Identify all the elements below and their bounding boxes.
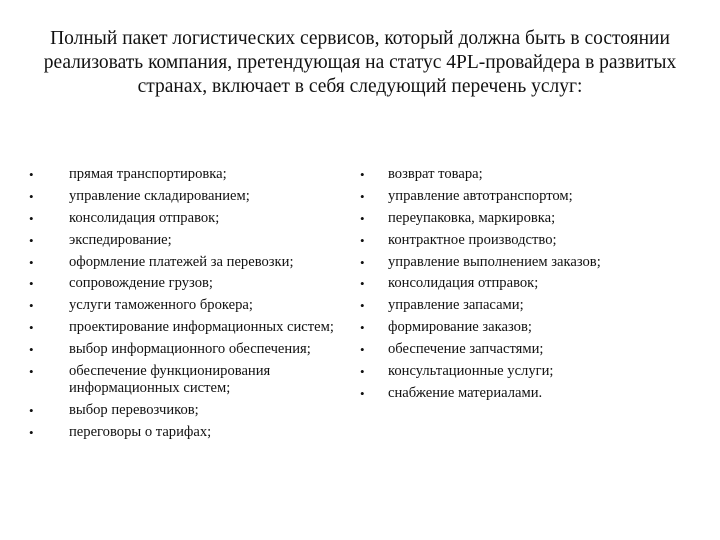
list-item-text: оформление платежей за перевозки; (69, 253, 294, 270)
bullet-icon: • (29, 232, 34, 248)
list-item-text: снабжение материалами. (388, 384, 543, 401)
list-item-text: консультационные услуги; (388, 363, 554, 380)
list-item-text: переговоры о тарифах; (69, 423, 212, 440)
list-item (360, 232, 680, 249)
bullet-icon: • (29, 167, 34, 182)
list-item (360, 319, 680, 336)
bullet-icon: • (29, 276, 34, 292)
list-item-text: контрактное производство; (388, 231, 557, 248)
list-item-text: услуги таможенного брокера; (69, 297, 253, 314)
list-item (29, 401, 360, 419)
list-item (360, 341, 680, 358)
list-item (29, 423, 360, 441)
list-item-text: управление запасами; (388, 297, 524, 314)
list-item (29, 209, 360, 227)
bullet-icon: • (360, 385, 365, 401)
list-item-text: обеспечение функционирования информационных систем; (69, 363, 271, 397)
bullet-icon: • (360, 364, 365, 380)
list-item (29, 231, 360, 249)
bullet-icon: • (360, 210, 365, 226)
bullet-icon: • (360, 342, 365, 358)
bullet-icon: • (29, 254, 34, 270)
list-item-text: сопровождение грузов; (69, 275, 213, 292)
list-item-text: выбор перевозчиков; (69, 401, 199, 418)
bullet-icon: • (29, 342, 34, 358)
bullet-icon: • (29, 424, 34, 440)
list-item (29, 187, 360, 205)
list-item (29, 297, 360, 314)
list-item (29, 341, 360, 358)
bullet-icon: • (360, 188, 365, 204)
list-item (29, 166, 360, 183)
bullet-icon: • (360, 167, 365, 182)
list-item-text: формирование заказов; (388, 319, 532, 336)
list-item (360, 363, 680, 380)
bullet-icon: • (29, 188, 34, 204)
list-item (360, 297, 680, 314)
list-item-text: консолидация отправок; (388, 275, 539, 292)
right-services-list (360, 166, 680, 407)
list-item-text: проектирование информационных систем; (69, 319, 334, 336)
list-item (360, 385, 680, 402)
left-services-list (29, 166, 360, 446)
bullet-icon: • (360, 320, 365, 336)
list-item (360, 210, 680, 227)
list-item-text: прямая транспортировка; (69, 166, 227, 182)
list-item-text: экспедирование; (69, 231, 172, 248)
list-item-text: переупаковка, маркировка; (388, 209, 556, 226)
slide-title: Полный пакет логистических сервисов, который должна быть в состоянии реализовать компания, претендующая на статус 4PL-провайдера в развитых странах, включает в себя следующий перечень услуг: (43, 28, 677, 97)
bullet-icon: • (29, 210, 34, 226)
bullet-icon: • (29, 364, 34, 380)
list-item (29, 319, 360, 336)
list-item-text: обеспечение запчастями; (388, 341, 544, 358)
list-item-text: управление выполнением заказов; (388, 253, 601, 270)
bullet-icon: • (29, 320, 34, 336)
bullet-icon: • (360, 298, 365, 314)
list-item (29, 253, 360, 271)
list-item-text: возврат товара; (388, 166, 483, 182)
bullet-icon: • (360, 232, 365, 248)
list-item (29, 363, 360, 397)
bullet-icon: • (29, 402, 34, 418)
list-item (360, 188, 680, 205)
bullet-icon: • (29, 298, 34, 314)
list-item (360, 275, 680, 292)
list-item-text: консолидация отправок; (69, 209, 220, 226)
list-item (360, 166, 680, 183)
bullet-icon: • (360, 254, 365, 270)
list-item-text: выбор информационного обеспечения; (69, 341, 311, 358)
list-item (360, 254, 680, 271)
list-item-text: управление складированием; (69, 187, 250, 204)
list-item-text: управление автотранспортом; (388, 187, 573, 204)
list-item (29, 275, 360, 292)
bullet-icon: • (360, 276, 365, 292)
